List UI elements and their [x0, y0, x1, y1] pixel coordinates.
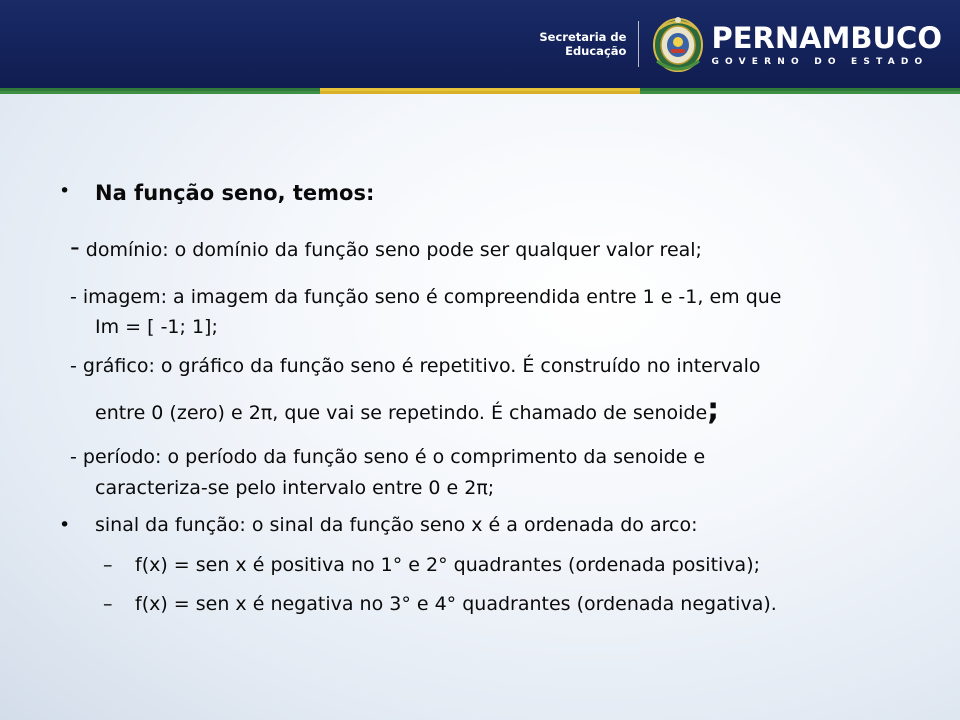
- item-dominio: [70, 232, 702, 263]
- bullet-2: •: [59, 514, 71, 536]
- subitem-2-text: f(x) = sen x é negativa no 3° e 4° quadrantes (ordenada negativa).: [135, 593, 777, 615]
- secretaria-line2: Educação: [565, 44, 627, 58]
- item-imagem-line2: Im = [ -1; 1];: [95, 316, 218, 338]
- subitem-1-dash: –: [103, 554, 113, 576]
- sinal-text: sinal da função: o sinal da função seno x é a ordenada do arco:: [95, 514, 698, 536]
- item-periodo-line2: caracteriza-se pelo intervalo entre 0 e 2π;: [95, 477, 495, 499]
- item-periodo-line1: - período: o período da função seno é o comprimento da senoide e: [70, 446, 706, 468]
- slide-title: Na função seno, temos:: [95, 181, 375, 205]
- bullet-1: •: [59, 180, 71, 202]
- secretaria-line1: Secretaria de: [539, 30, 627, 44]
- grafico-semicolon: ;: [707, 392, 720, 427]
- item-grafico-line1: - gráfico: o gráfico da função seno é repetitivo. É construído no intervalo: [70, 355, 761, 377]
- subitem-2-dash: –: [103, 593, 113, 615]
- item-imagem-line1: - imagem: a imagem da função seno é compreendida entre 1 e -1, em que: [70, 286, 782, 308]
- subitem-1-text: f(x) = sen x é positiva no 1° e 2° quadrantes (ordenada positiva);: [135, 554, 761, 576]
- item-grafico-line2: [95, 392, 719, 427]
- dominio-text: domínio: o domínio da função seno pode ser qualquer valor real;: [79, 239, 702, 261]
- grafico-line2-text: entre 0 (zero) e 2π, que vai se repetindo. É chamado de senoide: [95, 402, 708, 424]
- state-subtitle: GOVERNO DO ESTADO: [711, 56, 929, 67]
- state-name: PERNAMBUCO: [711, 20, 942, 55]
- dominio-dash: -: [70, 232, 80, 263]
